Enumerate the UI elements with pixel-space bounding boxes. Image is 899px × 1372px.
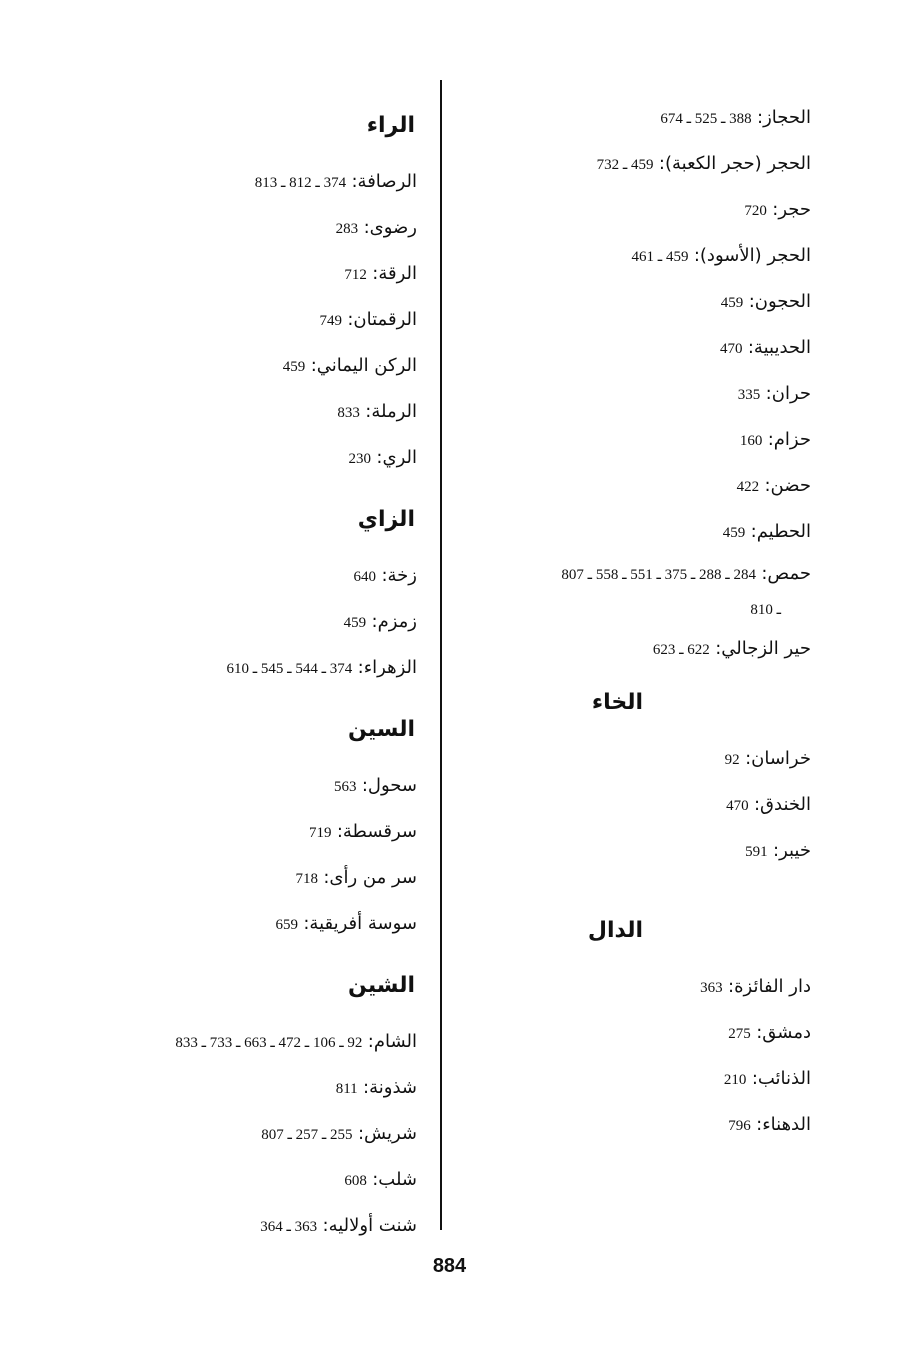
index-entry (461, 736, 811, 782)
index-entry (57, 435, 417, 481)
index-entry (461, 828, 811, 874)
entry-place-name: الري: (376, 447, 417, 468)
index-entry (57, 1065, 417, 1111)
entry-place-name: دار الفائزة: (728, 976, 811, 997)
entry-page-refs: 422 (736, 479, 760, 495)
entry-page-refs: 640 (353, 569, 377, 585)
index-entry (57, 855, 417, 901)
entry-list-ra (57, 159, 417, 481)
column-divider (440, 80, 442, 1230)
entry-page-refs: 470 (719, 341, 743, 357)
entry-place-name: خراسان: (745, 748, 811, 769)
entry-page-refs: 92 ـ 106 ـ 472 ـ 663 ـ 733 ـ 833 (175, 1035, 363, 1051)
index-entry (461, 1102, 811, 1148)
entry-page-refs: 459 (720, 295, 744, 311)
index-entry (461, 141, 811, 187)
entry-list-sin (57, 763, 417, 947)
index-entry (57, 297, 417, 343)
entry-page-refs: 720 (744, 203, 767, 219)
entry-page-refs: 210 (723, 1072, 747, 1088)
right-column (461, 95, 811, 1148)
index-entry (57, 389, 417, 435)
entry-place-name: شذونة: (363, 1077, 417, 1098)
entry-place-name: الرقة: (372, 263, 417, 284)
section-heading-ra: الراء (366, 113, 415, 138)
entry-place-name: الحجاز: (757, 107, 811, 128)
entry-place-name: الحجر (الأسود): (693, 245, 811, 266)
entry-place-name: زمزم: (371, 611, 417, 632)
index-entry (461, 964, 811, 1010)
index-entry (461, 279, 811, 325)
entry-page-refs: 563 (333, 779, 357, 795)
entry-page-refs: 719 (308, 825, 332, 841)
index-entry (57, 1111, 417, 1157)
index-entry (461, 1010, 811, 1056)
index-entry (57, 901, 417, 947)
entry-page-refs: 712 (344, 267, 367, 283)
entry-page-refs: 459 ـ 732 (596, 157, 654, 173)
index-entry (57, 343, 417, 389)
entry-place-name: الذنائب: (751, 1068, 811, 1089)
entry-place-name: حضن: (764, 475, 811, 496)
entry-place-name: الرصافة: (351, 171, 417, 192)
entry-place-name: حزام: (767, 429, 811, 450)
index-entry (461, 187, 811, 233)
index-entry (57, 809, 417, 855)
entry-page-refs: 470 (726, 798, 749, 814)
entry-place-name: حير الزجالي: (715, 638, 811, 659)
index-entry (57, 159, 417, 205)
entry-place-name: حجر: (772, 199, 811, 220)
index-entry (57, 1019, 417, 1065)
entry-place-name: زخة: (381, 565, 417, 586)
entry-page-refs: 459 (722, 525, 746, 541)
index-entry (57, 599, 417, 645)
entry-place-name: رضوى: (363, 217, 417, 238)
entry-page-refs: 374 ـ 812 ـ 813 (254, 175, 347, 191)
index-entry (57, 645, 417, 691)
entry-place-name: شنت أولاليه: (322, 1215, 417, 1236)
entry-list-zay (57, 553, 417, 691)
entry-place-name: الزهراء: (357, 657, 417, 678)
index-entry (57, 251, 417, 297)
entry-place-name: حمص: (761, 563, 811, 584)
entry-place-name: سوسة أفريقية: (303, 913, 417, 934)
index-entry (57, 205, 417, 251)
entry-page-refs: 659 (275, 917, 298, 933)
index-entry (57, 553, 417, 599)
section-heading-dal: الدال (587, 918, 643, 943)
entry-page-refs: 622 ـ 623 (652, 642, 710, 658)
index-entry (461, 95, 811, 141)
entry-list-ha (461, 95, 811, 672)
entry-place-name: الحجون: (748, 291, 811, 312)
index-entry (461, 417, 811, 463)
entry-place-name: الرقمتان: (347, 309, 417, 330)
entry-page-refs: 160 (739, 433, 763, 449)
page-number: 884 (432, 1255, 467, 1277)
entry-page-refs: 388 ـ 525 ـ 674 (660, 111, 752, 127)
entry-place-name: الشام: (367, 1031, 417, 1052)
index-entry (57, 1203, 417, 1249)
entry-place-name: الحديبية: (747, 337, 811, 358)
entry-place-name: سرقسطة: (336, 821, 417, 842)
entry-place-name: الحطيم: (750, 521, 811, 542)
index-entry (57, 763, 417, 809)
entry-place-name: الرملة: (365, 401, 417, 422)
entry-page-refs: 335 (737, 387, 761, 403)
entry-list-kha (461, 736, 811, 874)
section-heading-shin: الشين (348, 973, 415, 998)
entry-page-refs: 811 (335, 1081, 358, 1097)
entry-page-refs: 459 ـ 461 (631, 249, 689, 265)
index-entry (461, 325, 811, 371)
index-entry (461, 509, 811, 555)
entry-page-refs: 284 ـ 288 ـ 375 ـ 551 ـ 558 ـ 807 (561, 567, 756, 583)
entry-place-name: حران: (765, 383, 811, 404)
index-entry (57, 1157, 417, 1203)
entry-page-refs: 459 (343, 615, 367, 631)
index-entry (461, 555, 811, 626)
entry-page-refs: 608 (344, 1173, 367, 1189)
entry-page-refs: 718 (295, 871, 318, 887)
entry-page-refs: 591 (745, 844, 768, 860)
left-column (57, 95, 417, 1249)
index-entry (461, 371, 811, 417)
section-heading-zay: الزاي (357, 507, 415, 532)
entry-place-name: دمشق: (756, 1022, 811, 1043)
entry-page-refs: 92 (724, 752, 740, 768)
entry-page-refs: 283 (335, 221, 359, 237)
entry-list-dal (461, 964, 811, 1148)
entry-list-shin (57, 1019, 417, 1249)
entry-place-name: الخندق: (753, 794, 811, 815)
entry-place-name: الركن اليماني: (310, 355, 417, 376)
entry-page-refs: 363 (700, 980, 723, 996)
entry-place-name: خيبر: (773, 840, 811, 861)
entry-page-refs: 796 (728, 1118, 751, 1134)
entry-page-refs-continued: ـ 810 (750, 602, 781, 618)
section-heading-kha: الخاء (591, 690, 643, 715)
entry-place-name: الدهناء: (756, 1114, 811, 1135)
index-entry (461, 782, 811, 828)
entry-page-refs: 363 ـ 364 (260, 1219, 318, 1235)
entry-place-name: الحجر (حجر الكعبة): (658, 153, 811, 174)
entry-place-name: شريش: (357, 1123, 417, 1144)
entry-place-name: شلب: (372, 1169, 417, 1190)
entry-page-refs: 275 (728, 1026, 751, 1042)
index-entry (461, 1056, 811, 1102)
entry-page-refs: 833 (337, 405, 360, 421)
entry-place-name: سحول: (361, 775, 417, 796)
entry-page-refs: 374 ـ 544 ـ 545 ـ 610 (226, 661, 353, 677)
index-entry (461, 463, 811, 509)
index-entry (461, 626, 811, 672)
entry-page-refs: 749 (319, 313, 342, 329)
index-entry (461, 233, 811, 279)
entry-place-name: سر من رأى: (323, 867, 417, 888)
section-heading-sin: السين (348, 717, 415, 742)
entry-page-refs: 459 (282, 359, 306, 375)
entry-page-refs: 230 (348, 451, 372, 467)
entry-page-refs: 255 ـ 257 ـ 807 (261, 1127, 353, 1143)
